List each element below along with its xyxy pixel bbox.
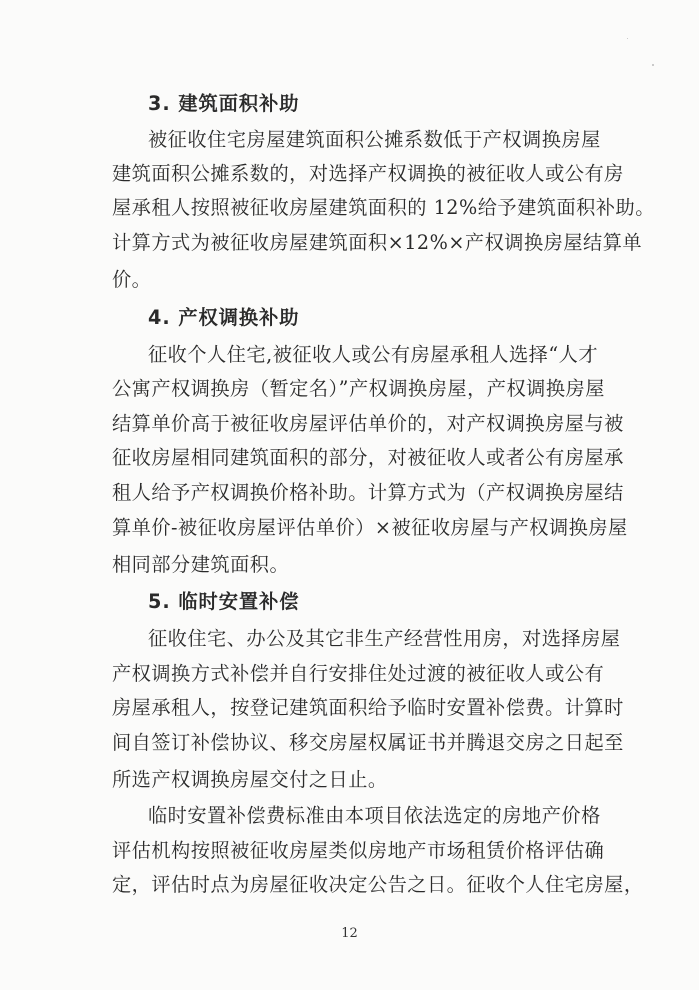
paragraph-line: 公寓产权调换房（暂定名）”产权调换房屋，产权调换房屋 <box>112 377 605 400</box>
paragraph-line: 间自签订补偿协议、移交房屋权属证书并腾退交房之日起至 <box>112 731 624 754</box>
paragraph-line: 被征收住宅房屋建筑面积公摊系数低于产权调换房屋 <box>148 128 601 151</box>
paragraph-line: 价。 <box>112 268 152 291</box>
paragraph-line: 算单价-被征收房屋评估单价）×被征收房屋与产权调换房屋 <box>112 516 628 539</box>
paragraph-line: 产权调换方式补偿并自行安排住处过渡的被征收人或公有 <box>112 662 605 685</box>
paragraph-line: 征收房屋相同建筑面积的部分，对被征收人或者公有房屋承 <box>112 446 624 469</box>
paragraph-line: 租人给予产权调换价格补助。计算方式为（产权调换房屋结 <box>112 481 624 504</box>
section-heading-building-area-subsidy: 3. 建筑面积补助 <box>148 92 300 115</box>
paragraph-line: 临时安置补偿费标准由本项目依法选定的房地产价格 <box>148 804 601 827</box>
paragraph-line: 结算单价高于被征收房屋评估单价的，对产权调换房屋与被 <box>112 412 624 435</box>
paragraph-line: 屋承租人按照被征收房屋建筑面积的 12%给予建筑面积补助。 <box>112 196 655 219</box>
paragraph-line: 评估机构按照被征收房屋类似房地产市场租赁价格评估确 <box>112 839 605 862</box>
paragraph-line: 所选产权调换房屋交付之日止。 <box>112 768 388 791</box>
scan-speck <box>627 38 628 39</box>
paragraph-line: 计算方式为被征收房屋建筑面积×12%×产权调换房屋结算单 <box>112 231 643 254</box>
paragraph-line: 房屋承租人，按登记建筑面积给予临时安置补偿费。计算时 <box>112 696 624 719</box>
paragraph-line: 定，评估时点为房屋征收决定公告之日。征收个人住宅房屋， <box>112 873 644 896</box>
paragraph-line: 征收个人住宅,被征收人或公有房屋承租人选择“人才 <box>148 343 599 366</box>
page-number: 12 <box>341 926 358 941</box>
paragraph-line: 征收住宅、办公及其它非生产经营性用房，对选择房屋 <box>148 627 621 650</box>
paragraph-line: 相同部分建筑面积。 <box>112 553 290 576</box>
paragraph-line: 建筑面积公摊系数的，对选择产权调换的被征收人或公有房 <box>112 162 624 185</box>
section-heading-property-swap-subsidy: 4. 产权调换补助 <box>148 306 300 329</box>
section-heading-temporary-relocation-compensation: 5. 临时安置补偿 <box>148 590 300 613</box>
scan-speck <box>652 64 654 66</box>
